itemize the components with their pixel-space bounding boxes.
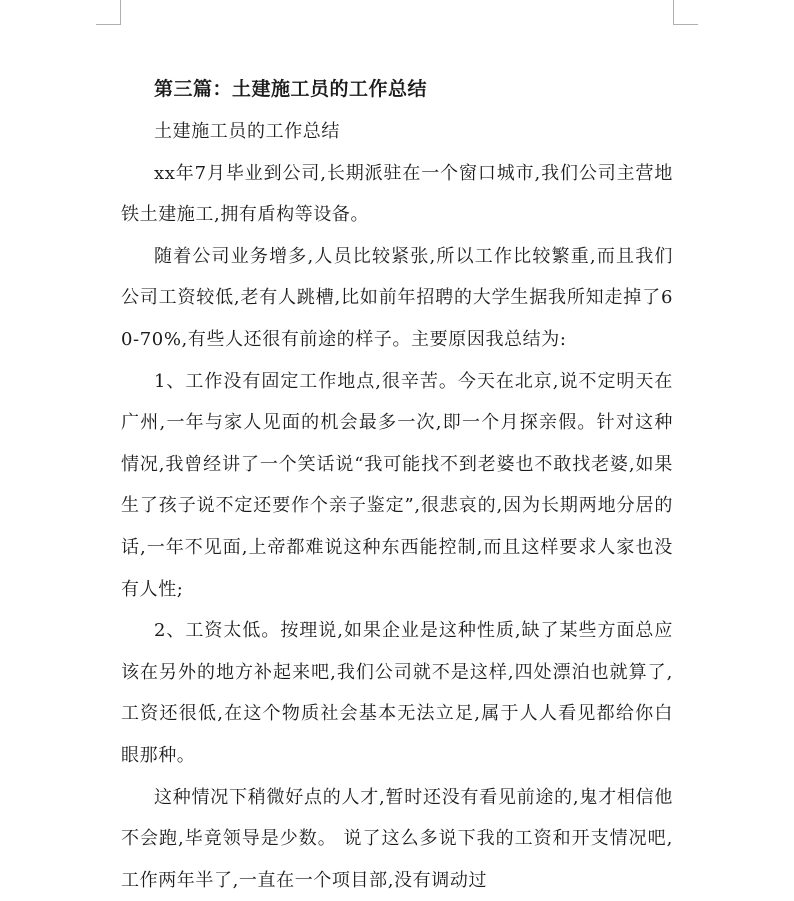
paragraph: 随着公司业务增多,人员比较紧张,所以工作比较繁重,而且我们公司工资较低,老有人跳槽,比如前年招聘的大学生据我所知走掉了60-70%,有些人还很有前途的样子。主要原因我总结为:: [121, 236, 673, 361]
section-heading: 第三篇：土建施工员的工作总结: [121, 70, 673, 108]
paragraph: 1、工作没有固定工作地点,很辛苦。今天在北京,说不定明天在广州,一年与家人见面的机会最多一次,即一个月探亲假。针对这种情况,我曾经讲了一个笑话说“我可能找不到老婆也不敢找老婆,如果生了孩子说不定还要作个亲子鉴定”,很悲哀的,因为长期两地分居的话,一年不见面,上帝都难说这种东西能控制,而且这样要求人家也没有人性;: [121, 361, 673, 611]
margin-corner-mark-left: [96, 0, 121, 25]
document-body: [121, 70, 673, 901]
paragraph: 这种情况下稍微好点的人才,暂时还没有看见前途的,鬼才相信他不会跑,毕竟领导是少数。 说了这么多说下我的工资和开支情况吧,工作两年半了,一直在一个项目部,没有调动过: [121, 777, 673, 901]
paragraph: 土建施工员的工作总结: [121, 111, 673, 153]
margin-corner-mark-right: [673, 0, 698, 25]
paragraph: xx年7月毕业到公司,长期派驻在一个窗口城市,我们公司主营地铁土建施工,拥有盾构等设备。: [121, 153, 673, 236]
paragraph: 2、工资太低。按理说,如果企业是这种性质,缺了某些方面总应该在另外的地方补起来吧,我们公司就不是这样,四处漂泊也就算了,工资还很低,在这个物质社会基本无法立足,属于人人看见都给你白眼那种。: [121, 610, 673, 776]
